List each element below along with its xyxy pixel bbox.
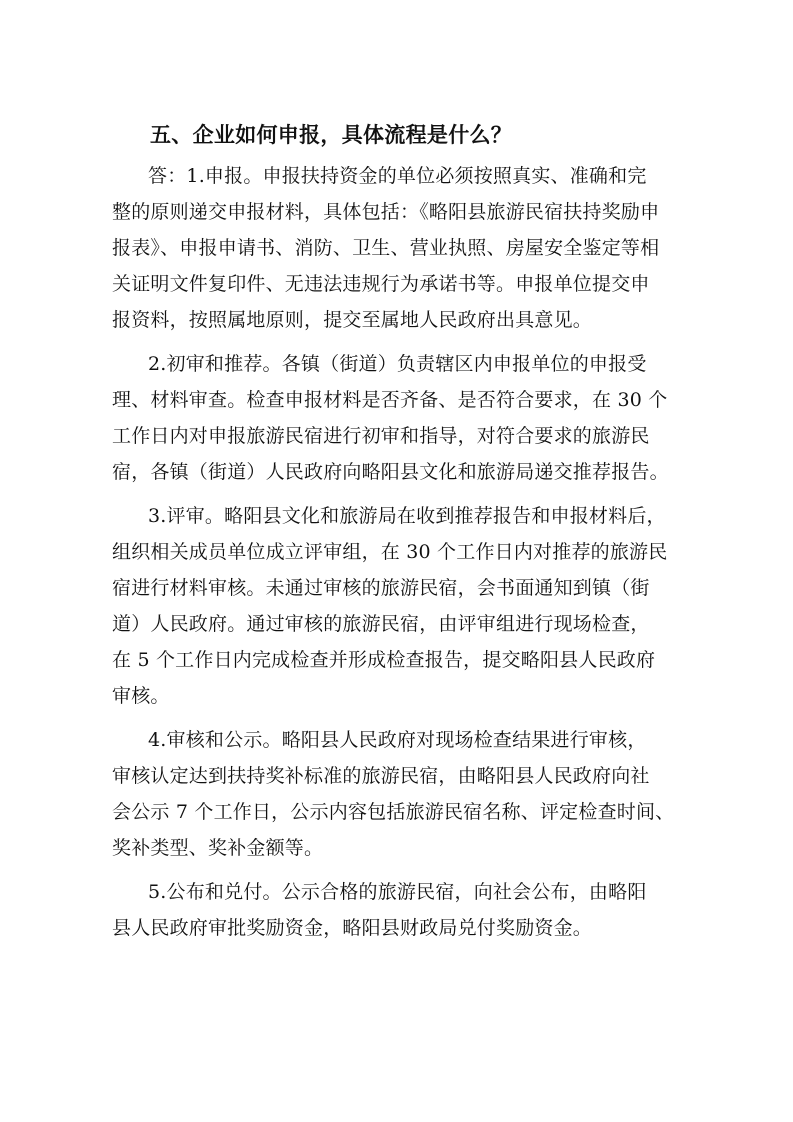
- document-body: [112, 158, 712, 954]
- text-line: 组织相关成员单位成立评审组，在 30 个工作日内对推荐的旅游民: [112, 541, 668, 563]
- text-line: 答：1.申报。申报扶持资金的单位必须按照真实、准确和完: [148, 165, 647, 187]
- paragraph-3: [112, 498, 712, 714]
- text-line: 理、材料审查。检查申报材料是否齐备、是否符合要求，在 30 个: [112, 389, 668, 411]
- text-line: 关证明文件复印件、无违法违规行为承诺书等。申报单位提交申: [112, 273, 650, 295]
- section-heading: 五、企业如何申报，具体流程是什么？: [150, 123, 513, 147]
- text-line: 县人民政府审批奖励资金，略阳县财政局兑付奖励资金。: [112, 917, 593, 939]
- text-line: 在 5 个工作日内完成检查并形成检查报告，提交略阳县人民政府: [112, 649, 656, 671]
- text-line: 会公示 7 个工作日，公示内容包括旅游民宿名称、评定检查时间、: [112, 801, 675, 823]
- text-line: 审核认定达到扶持奖补标准的旅游民宿，由略阳县人民政府向社: [112, 765, 650, 787]
- text-line: 报表》、申报申请书、消防、卫生、营业执照、房屋安全鉴定等相: [112, 237, 660, 259]
- text-line: 奖补类型、奖补金额等。: [112, 837, 324, 859]
- paragraph-2: [112, 346, 712, 490]
- text-line: 报资料，按照属地原则，提交至属地人民政府出具意见。: [112, 309, 593, 331]
- text-line: 审核。: [112, 685, 170, 707]
- text-line: 宿，各镇（街道）人民政府向略阳县文化和旅游局递交推荐报告。: [112, 461, 669, 483]
- text-line: 宿进行材料审核。未通过审核的旅游民宿，会书面通知到镇（街: [112, 577, 650, 599]
- paragraph-4: [112, 722, 712, 866]
- paragraph-5: [112, 874, 712, 946]
- text-line: 整的原则递交申报材料，具体包括：《略阳县旅游民宿扶持奖励申: [112, 201, 660, 223]
- text-line: 2.初审和推荐。各镇（街道）负责辖区内申报单位的申报受: [148, 353, 647, 375]
- text-line: 5.公布和兑付。公示合格的旅游民宿，向社会公布，由略阳: [148, 881, 647, 903]
- text-line: 3.评审。略阳县文化和旅游局在收到推荐报告和申报材料后，: [148, 505, 666, 527]
- text-line: 工作日内对申报旅游民宿进行初审和指导，对符合要求的旅游民: [112, 425, 650, 447]
- text-line: 道）人民政府。通过审核的旅游民宿，由评审组进行现场检查，: [112, 613, 650, 635]
- text-line: 4.审核和公示。略阳县人民政府对现场检查结果进行审核，: [148, 729, 647, 751]
- paragraph-1: [112, 158, 712, 338]
